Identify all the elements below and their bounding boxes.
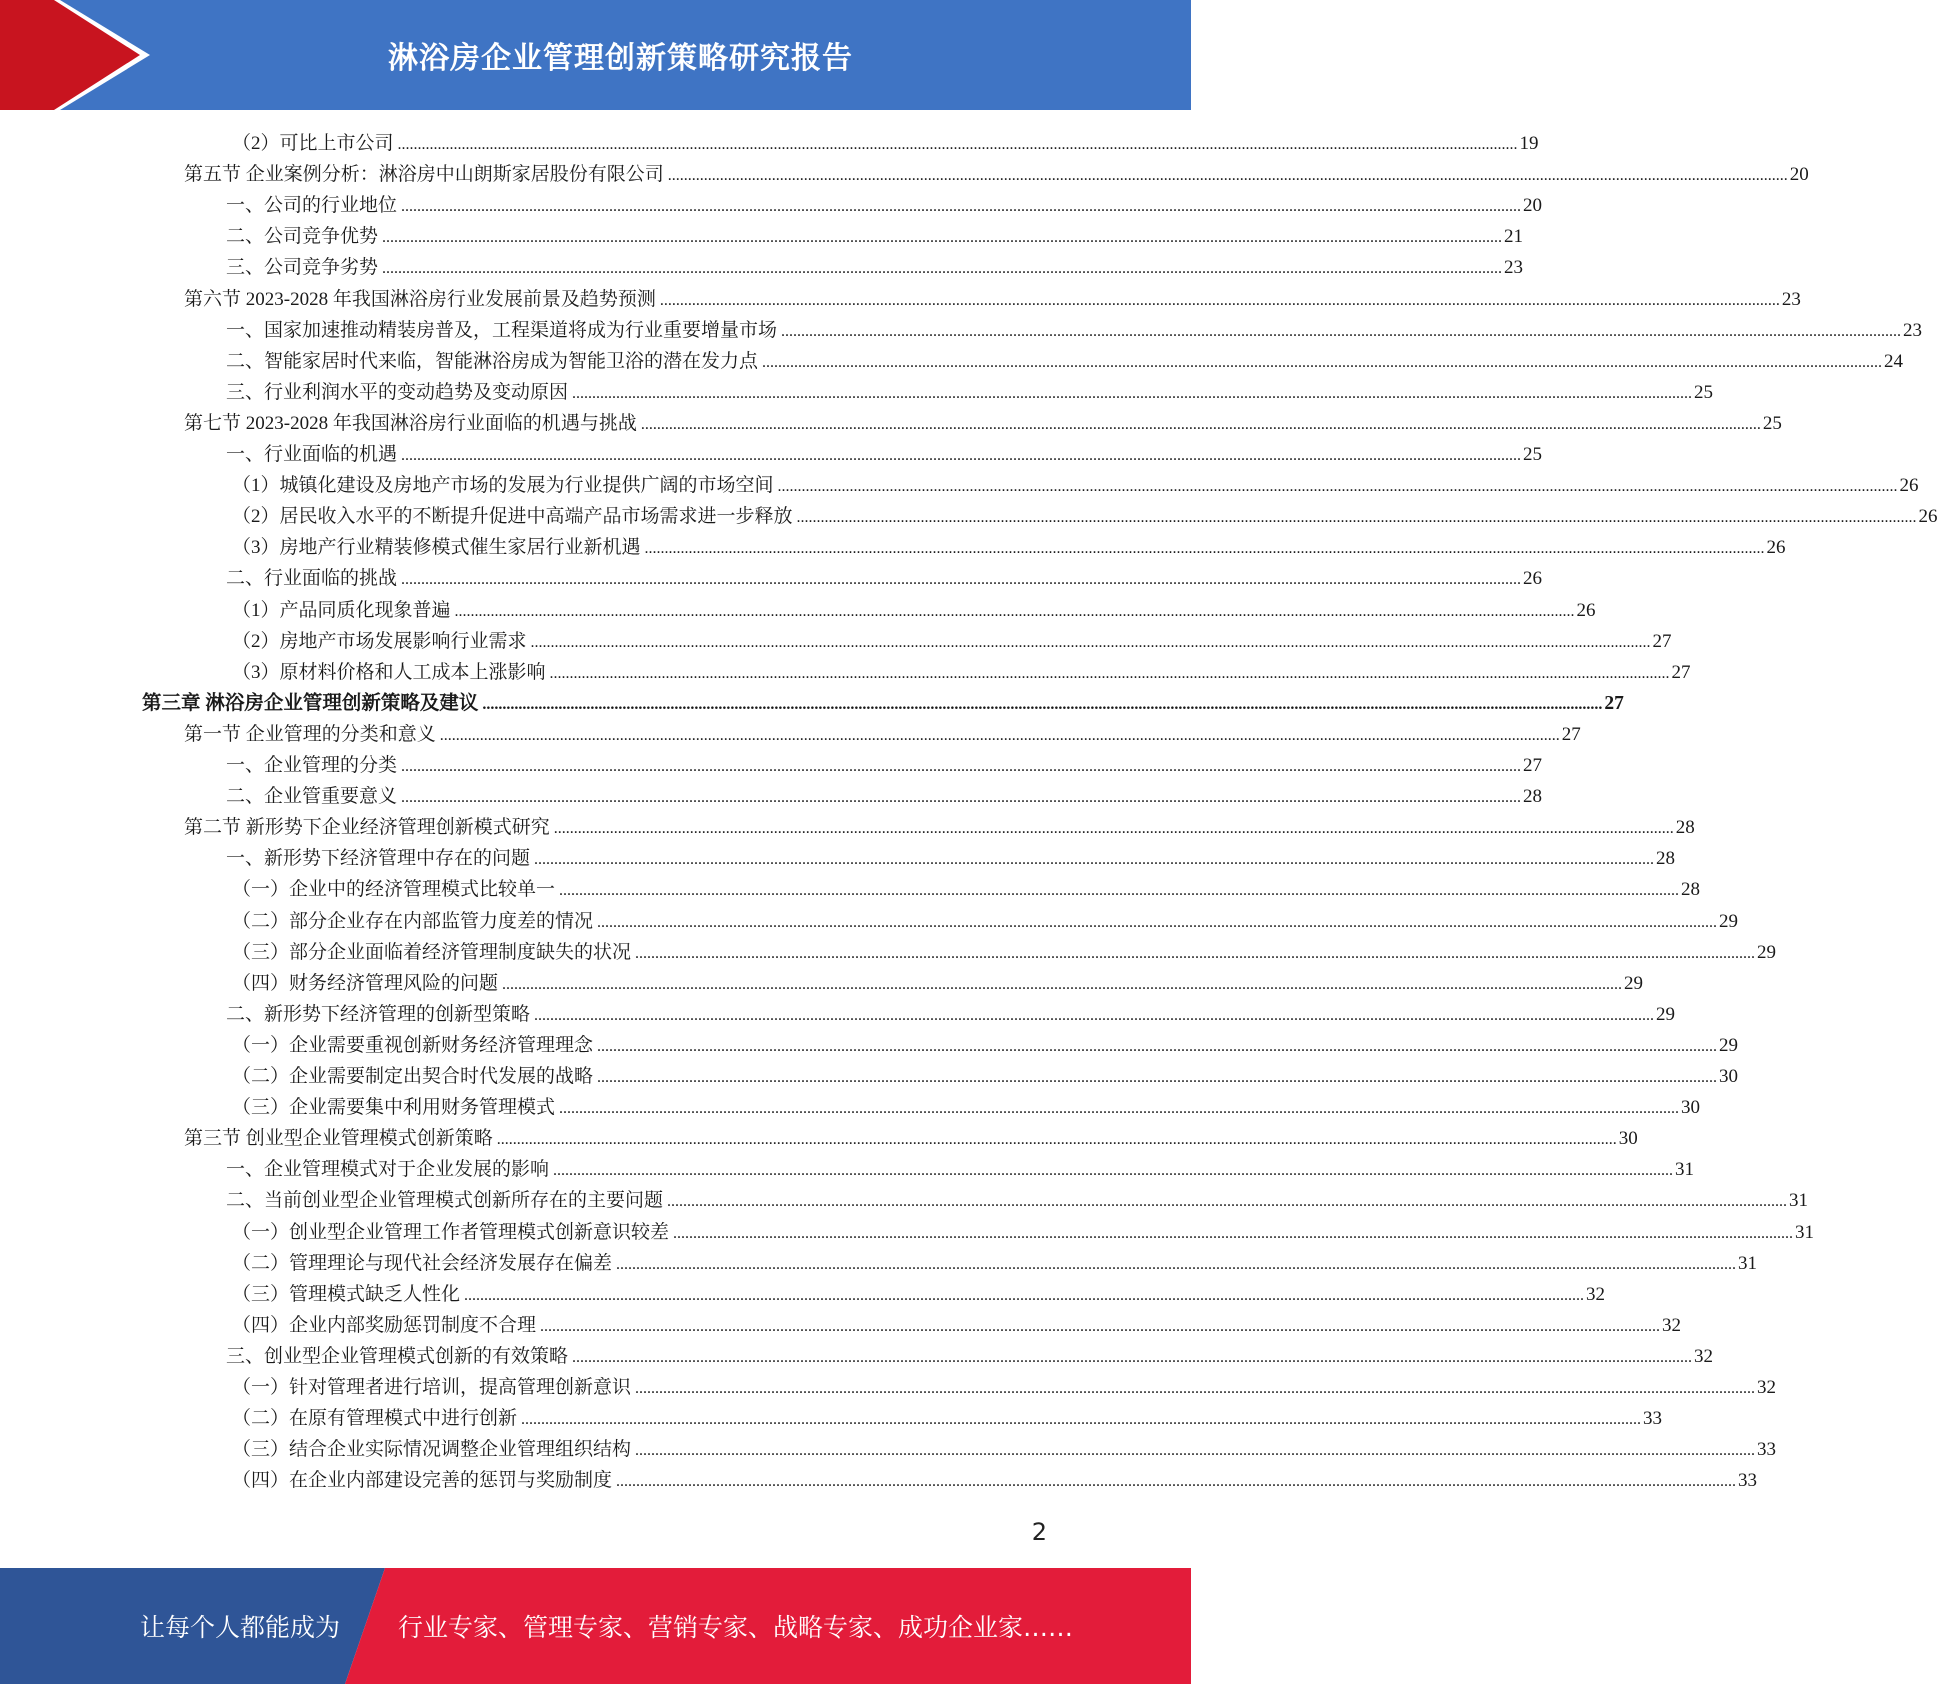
toc-entry-page: 26 — [1523, 568, 1543, 590]
footer-slogan-left: 让每个人都能成为 — [140, 1613, 341, 1642]
toc-dot-leader — [540, 1310, 1660, 1341]
toc-dot-leader — [401, 439, 1521, 470]
toc-entry-title: （四）企业内部奖励惩罚制度不合理 — [232, 1314, 537, 1336]
toc-entry-page: 29 — [1719, 910, 1739, 932]
toc-entry[interactable] — [0, 843, 1676, 874]
toc-entry-title: 第三节 创业型企业管理模式创新策略 — [184, 1128, 493, 1150]
toc-entry-title: （二）管理理论与现代社会经济发展存在偏差 — [232, 1252, 613, 1274]
toc-entry-page: 31 — [1738, 1252, 1758, 1274]
toc-dot-leader — [401, 781, 1521, 812]
toc-entry-title: （三）管理模式缺乏人性化 — [232, 1283, 461, 1305]
toc-entry-title: （一）企业需要重视创新财务经济管理理念 — [232, 1034, 594, 1056]
toc-entry[interactable] — [0, 1310, 1682, 1341]
toc-entry[interactable] — [0, 937, 1777, 968]
toc-entry-page: 23 — [1504, 257, 1524, 279]
toc-entry-page: 28 — [1523, 786, 1543, 808]
toc-entry-page: 33 — [1757, 1439, 1777, 1461]
toc-entry[interactable] — [0, 346, 1904, 377]
toc-entry-page: 25 — [1523, 444, 1543, 465]
toc-entry[interactable] — [0, 1030, 1739, 1061]
toc-entry[interactable] — [0, 501, 1938, 532]
toc-entry[interactable] — [0, 1434, 1777, 1465]
toc-entry-page: 29 — [1757, 941, 1777, 963]
toc-dot-leader — [550, 657, 1670, 688]
toc-entry-title: 一、企业管理模式对于企业发展的影响 — [226, 1159, 550, 1181]
toc-entry-title: （一）创业型企业管理工作者管理模式创新意识较差 — [232, 1221, 670, 1243]
toc-dot-leader — [464, 1279, 1584, 1310]
toc-entry-page: 32 — [1586, 1283, 1606, 1305]
toc-entry[interactable] — [0, 190, 1543, 221]
toc-entry[interactable] — [0, 470, 1919, 501]
toc-entry-title: （1）城镇化建设及房地产市场的发展为行业提供广阔的市场空间 — [232, 475, 774, 497]
toc-dot-leader — [382, 252, 1502, 283]
toc-entry-page: 27 — [1523, 755, 1543, 776]
toc-entry[interactable] — [0, 1185, 1809, 1216]
toc-entry-page: 31 — [1789, 1190, 1809, 1212]
toc-entry[interactable] — [0, 284, 1801, 315]
toc-dot-leader — [645, 532, 1765, 563]
toc-dot-leader — [521, 1403, 1641, 1434]
toc-entry-page: 29 — [1624, 972, 1644, 994]
toc-entry-title: （二）在原有管理模式中进行创新 — [232, 1408, 518, 1430]
toc-dot-leader — [534, 843, 1654, 874]
toc-entry[interactable] — [0, 1154, 1695, 1185]
toc-entry[interactable] — [0, 1217, 1815, 1248]
toc-entry-title: 第六节 2023-2028 年我国淋浴房行业发展前景及趋势预测 — [184, 288, 656, 310]
toc-entry-title: （二）部分企业存在内部监管力度差的情况 — [232, 910, 594, 932]
toc-entry-page: 28 — [1675, 817, 1695, 839]
toc-entry-title: 二、智能家居时代来临，智能淋浴房成为智能卫浴的潜在发力点 — [226, 350, 759, 372]
page-footer — [0, 1568, 1191, 1684]
toc-entry-page: 32 — [1757, 1377, 1777, 1398]
toc-entry[interactable] — [0, 812, 1695, 843]
toc-entry-title: 三、创业型企业管理模式创新的有效策略 — [226, 1345, 569, 1367]
toc-entry-page: 21 — [1504, 226, 1524, 248]
toc-entry[interactable] — [0, 750, 1543, 781]
toc-dot-leader — [781, 315, 1901, 346]
toc-entry-title: 二、当前创业型企业管理模式创新所存在的主要问题 — [226, 1190, 664, 1212]
toc-entry[interactable] — [0, 563, 1543, 594]
toc-entry-title: 三、公司竞争劣势 — [226, 257, 379, 279]
toc-entry[interactable] — [0, 1123, 1638, 1154]
toc-entry-title: （3）原材料价格和人工成本上涨影响 — [232, 661, 546, 683]
toc-dot-leader — [635, 1434, 1755, 1465]
toc-entry[interactable] — [0, 906, 1739, 937]
toc-dot-leader — [641, 408, 1761, 439]
toc-entry-page: 30 — [1618, 1128, 1638, 1150]
toc-entry-title: 第一节 企业管理的分类和意义 — [184, 723, 436, 745]
toc-entry-page: 29 — [1656, 1003, 1676, 1025]
toc-dot-leader — [597, 1061, 1717, 1092]
toc-entry-title: 一、行业面临的机遇 — [226, 444, 398, 465]
toc-entry-page: 27 — [1652, 630, 1672, 652]
toc-entry-title: 一、公司的行业地位 — [226, 195, 398, 217]
toc-entry[interactable] — [0, 1061, 1739, 1092]
toc-entry[interactable] — [0, 781, 1543, 812]
toc-entry-page: 27 — [1561, 723, 1581, 745]
header-arrow-decoration — [0, 0, 160, 110]
toc-dot-leader — [572, 377, 1692, 408]
toc-entry-page: 26 — [1766, 537, 1786, 559]
toc-entry[interactable] — [0, 657, 1691, 688]
toc-dot-leader — [762, 346, 1882, 377]
toc-entry-page: 31 — [1795, 1221, 1815, 1243]
toc-entry[interactable] — [0, 595, 1596, 626]
toc-entry[interactable] — [0, 719, 1581, 750]
page-header — [0, 0, 1191, 110]
toc-entry-title: 二、新形势下经济管理的创新型策略 — [226, 1003, 531, 1025]
toc-entry[interactable] — [0, 1403, 1663, 1434]
toc-entry-page: 30 — [1681, 1097, 1701, 1119]
toc-entry-title: 一、新形势下经济管理中存在的问题 — [226, 848, 531, 870]
toc-entry-title: 二、行业面临的挑战 — [226, 568, 398, 590]
toc-entry-title: （2）居民收入水平的不断提升促进中高端产品市场需求进一步释放 — [232, 506, 793, 528]
toc-dot-leader — [401, 190, 1521, 221]
toc-entry[interactable] — [0, 439, 1543, 470]
toc-entry-page: 26 — [1918, 506, 1938, 528]
toc-dot-leader — [635, 937, 1755, 968]
toc-entry-title: 第三章 淋浴房企业管理创新策略及建议 — [142, 692, 479, 714]
toc-entry[interactable] — [0, 1372, 1777, 1403]
toc-dot-leader — [559, 1092, 1679, 1123]
toc-entry-title: 第五节 企业案例分析：淋浴房中山朗斯家居股份有限公司 — [184, 164, 664, 186]
toc-entry-page: 20 — [1789, 164, 1809, 186]
toc-entry-title: 三、行业利润水平的变动趋势及变动原因 — [226, 381, 569, 403]
toc-dot-leader — [440, 719, 1560, 750]
toc-entry-page: 28 — [1656, 848, 1676, 870]
toc-entry-page: 24 — [1884, 350, 1904, 372]
toc-entry-page: 26 — [1576, 599, 1596, 621]
toc-entry[interactable] — [0, 1092, 1701, 1123]
toc-entry-page: 33 — [1738, 1470, 1758, 1492]
toc-entry-page: 33 — [1643, 1408, 1663, 1430]
toc-dot-leader — [559, 874, 1679, 905]
toc-entry-title: 二、企业管重要意义 — [226, 786, 398, 808]
toc-entry[interactable] — [0, 688, 1624, 719]
toc-entry-page: 27 — [1604, 692, 1624, 714]
toc-entry-title: （四）在企业内部建设完善的惩罚与奖励制度 — [232, 1470, 613, 1492]
toc-entry-page: 25 — [1762, 412, 1782, 434]
toc-dot-leader — [401, 563, 1521, 594]
toc-dot-leader — [597, 906, 1717, 937]
toc-entry-page: 20 — [1523, 195, 1543, 217]
toc-entry-title: （3）房地产行业精装修模式催生家居行业新机遇 — [232, 537, 641, 559]
toc-entry[interactable] — [0, 626, 1672, 657]
toc-entry[interactable] — [0, 128, 1539, 159]
toc-dot-leader — [398, 128, 1518, 159]
toc-dot-leader — [668, 159, 1788, 190]
toc-entry-page: 32 — [1694, 1345, 1714, 1367]
toc-entry[interactable] — [0, 408, 1782, 439]
page-number: 2 — [1031, 1518, 1047, 1546]
toc-entry[interactable] — [0, 874, 1701, 905]
toc-dot-leader — [597, 1030, 1717, 1061]
toc-dot-leader — [667, 1185, 1787, 1216]
toc-entry[interactable] — [0, 1465, 1758, 1496]
toc-entry-title: （一）针对管理者进行培训，提高管理创新意识 — [232, 1377, 632, 1398]
toc-entry-page: 19 — [1519, 133, 1539, 154]
toc-entry-title: 二、公司竞争优势 — [226, 226, 379, 248]
toc-dot-leader — [572, 1341, 1692, 1372]
toc-entry-title: （2）可比上市公司 — [232, 133, 394, 154]
toc-dot-leader — [673, 1217, 1793, 1248]
toc-dot-leader — [616, 1248, 1736, 1279]
toc-entry-page: 26 — [1899, 475, 1919, 497]
toc-dot-leader — [797, 501, 1917, 532]
toc-entry[interactable] — [0, 221, 1524, 252]
toc-entry[interactable] — [0, 377, 1714, 408]
toc-entry-title: （三）部分企业面临着经济管理制度缺失的状况 — [232, 941, 632, 963]
toc-entry[interactable] — [0, 252, 1524, 283]
toc-entry[interactable] — [0, 1341, 1714, 1372]
toc-entry[interactable] — [0, 1279, 1606, 1310]
toc-entry-title: 一、企业管理的分类 — [226, 755, 398, 776]
toc-dot-leader — [534, 999, 1654, 1030]
toc-entry-page: 31 — [1675, 1159, 1695, 1181]
toc-entry-page: 23 — [1903, 319, 1923, 341]
toc-dot-leader — [553, 1154, 1673, 1185]
toc-dot-leader — [660, 284, 1780, 315]
footer-slogan-right: 行业专家、管理专家、营销专家、战略专家、成功企业家…… — [398, 1613, 1074, 1642]
toc-entry-title: （三）结合企业实际情况调整企业管理组织结构 — [232, 1439, 632, 1461]
toc-dot-leader — [554, 812, 1674, 843]
toc-dot-leader — [497, 1123, 1617, 1154]
toc-entry[interactable] — [0, 968, 1644, 999]
toc-entry-page: 29 — [1719, 1034, 1739, 1056]
toc-entry-title: （三）企业需要集中利用财务管理模式 — [232, 1097, 556, 1119]
toc-entry[interactable] — [0, 532, 1786, 563]
toc-dot-leader — [616, 1465, 1736, 1496]
toc-entry-title: 一、国家加速推动精装房普及，工程渠道将成为行业重要增量市场 — [226, 319, 778, 341]
toc-entry-title: 第七节 2023-2028 年我国淋浴房行业面临的机遇与挑战 — [184, 412, 637, 434]
toc-entry[interactable] — [0, 315, 1923, 346]
toc-dot-leader — [401, 750, 1521, 781]
toc-entry-page: 25 — [1694, 381, 1714, 403]
toc-entry-title: （一）企业中的经济管理模式比较单一 — [232, 879, 556, 901]
toc-entry-title: （四）财务经济管理风险的问题 — [232, 972, 499, 994]
toc-entry-page: 32 — [1662, 1314, 1682, 1336]
toc-entry-title: （1）产品同质化现象普遍 — [232, 599, 451, 621]
toc-dot-leader — [382, 221, 1502, 252]
toc-entry-page: 30 — [1719, 1066, 1739, 1087]
toc-entry[interactable] — [0, 159, 1809, 190]
toc-dot-leader — [502, 968, 1622, 999]
toc-dot-leader — [482, 688, 1602, 719]
toc-dot-leader — [531, 626, 1651, 657]
toc-entry[interactable] — [0, 1248, 1758, 1279]
toc-dot-leader — [635, 1372, 1755, 1403]
toc-entry-title: 第二节 新形势下企业经济管理创新模式研究 — [184, 817, 550, 839]
toc-entry-page: 28 — [1681, 879, 1701, 901]
toc-entry-page: 27 — [1671, 661, 1691, 683]
toc-entry-title: （二）企业需要制定出契合时代发展的战略 — [232, 1066, 594, 1087]
toc-dot-leader — [455, 595, 1575, 626]
toc-entry-title: （2）房地产市场发展影响行业需求 — [232, 630, 527, 652]
toc-dot-leader — [778, 470, 1898, 501]
report-title: 淋浴房企业管理创新策略研究报告 — [388, 41, 853, 76]
toc-entry-page: 23 — [1781, 288, 1801, 310]
toc-entry[interactable] — [0, 999, 1676, 1030]
